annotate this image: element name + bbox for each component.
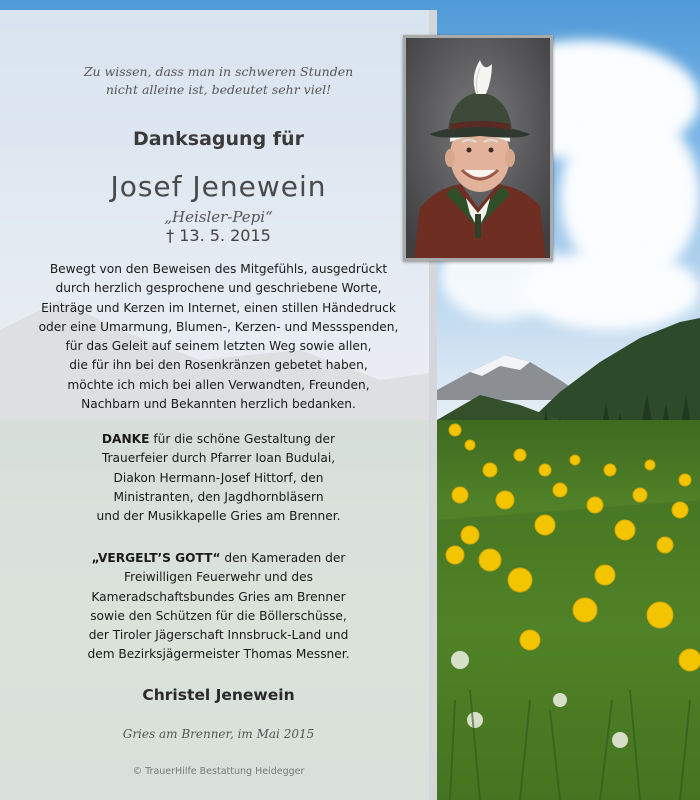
portrait-man-with-hat — [406, 38, 550, 258]
paragraph-line: der Tiroler Jägerschaft Innsbruck-Land und — [88, 628, 349, 643]
signature: Christel Jenewein — [142, 686, 295, 704]
paragraph-line: Diakon Hermann-Josef Hittorf, den — [113, 470, 324, 485]
paragraph-line: Bewegt von den Beweisen des Mitgefühls, ausgedrückt — [49, 262, 388, 276]
paragraph-line: sowie den Schützen für die Böllerschüsse, — [90, 608, 347, 623]
paragraph-line: Kameradschaftsbundes Gries am Brenner — [91, 589, 346, 604]
vergelts-gott-paragraph — [0, 549, 437, 665]
paragraph-line — [0, 549, 437, 568]
portrait-photo — [403, 35, 553, 261]
paragraph-line: Trauerfeier durch Pfarrer Ioan Budulai, — [101, 451, 336, 466]
thanks-paragraph — [0, 260, 437, 414]
paragraph-line: für das Geleit auf seinem letzten Weg sowie allen, — [65, 339, 372, 354]
vergelts-gott-lead: „VERGELT’S GOTT“ — [91, 551, 221, 565]
paragraph-line: Nachbarn und Bekannten herzlich bedanken. — [81, 397, 356, 412]
danke-lead: DANKE — [101, 432, 150, 446]
paragraph-line: oder eine Umarmung, Blumen-, Kerzen- und Messspenden, — [38, 319, 399, 334]
heading: Danksagung für — [133, 128, 304, 150]
vergelts-first-line: den Kameraden der — [220, 551, 346, 565]
paragraph-line: und der Musikkapelle Gries am Brenner. — [96, 509, 341, 524]
deceased-nickname: „Heisler-Pepi“ — [164, 208, 273, 226]
paragraph-line: Ministranten, den Jagdhornbläsern — [113, 489, 324, 504]
paragraph-line: durch herzlich gesprochene und geschriebene Worte, — [55, 281, 382, 296]
intro-quote — [0, 63, 437, 99]
paragraph-line: Freiwilligen Feuerwehr und des — [124, 570, 313, 585]
copyright-note: © TrauerHilfe Bestattung Heidegger — [132, 766, 305, 777]
death-date: † 13. 5. 2015 — [166, 226, 271, 245]
paragraph-line — [0, 430, 437, 449]
intro-line: Zu wissen, dass man in schweren Stunden — [83, 64, 354, 79]
danke-paragraph — [0, 430, 437, 526]
place-date: Gries am Brenner, im Mai 2015 — [122, 727, 315, 741]
danke-first-line: für die schöne Gestaltung der — [149, 432, 336, 446]
deceased-name: Josef Jenewein — [110, 170, 327, 203]
paragraph-line: möchte ich mich bei allen Verwandten, Freunden, — [67, 377, 370, 392]
paragraph-line: die für ihn bei den Rosenkränzen gebetet haben, — [69, 358, 368, 373]
intro-line: nicht alleine ist, bedeutet sehr viel! — [105, 82, 332, 97]
paragraph-line: Einträge und Kerzen im Internet, einen stillen Händedruck — [41, 300, 396, 315]
paragraph-line: dem Bezirksjägermeister Thomas Messner. — [87, 647, 350, 662]
